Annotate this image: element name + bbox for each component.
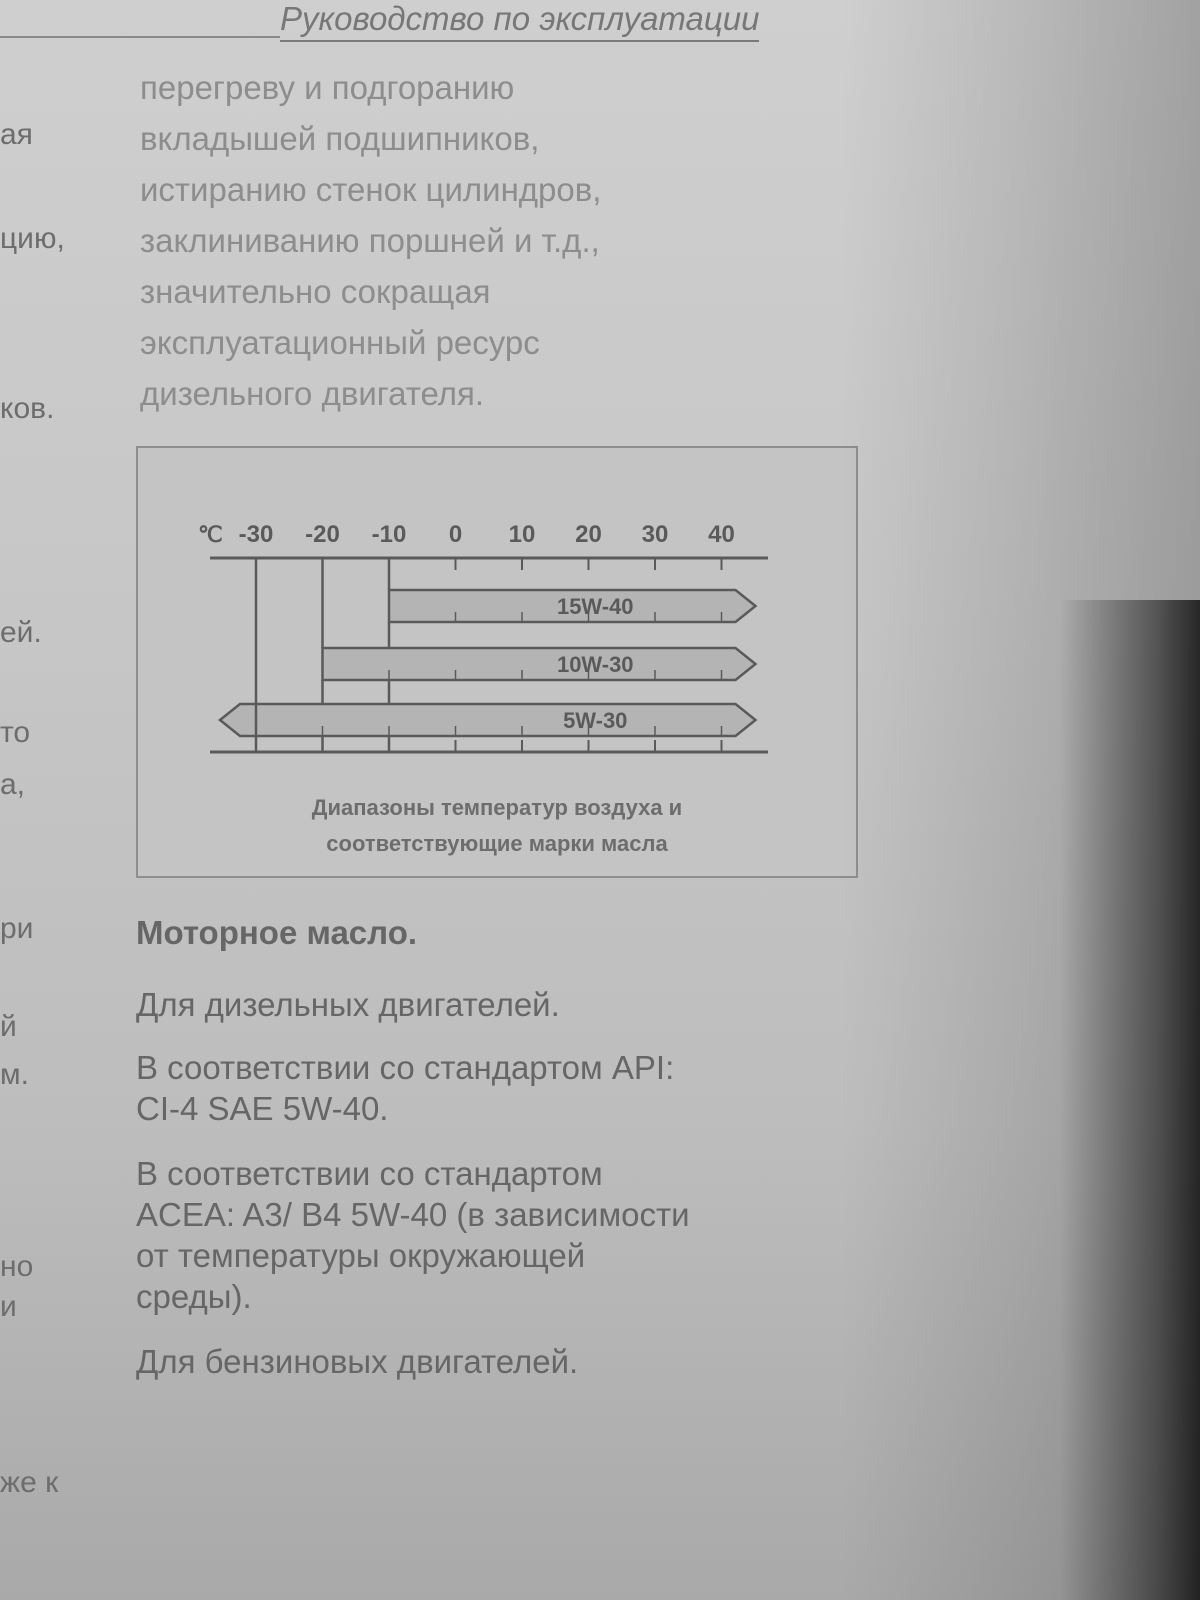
paragraph-line: перегреву и подгоранию bbox=[140, 69, 515, 106]
paragraph-line: значительно сокращая bbox=[140, 273, 491, 310]
oil-grade-bar bbox=[220, 704, 756, 736]
margin-fragment: ков. bbox=[0, 392, 55, 425]
oil-grade-label: 5W-30 bbox=[563, 708, 628, 733]
tick-label: 30 bbox=[641, 521, 669, 548]
margin-fragment: цию, bbox=[0, 222, 65, 255]
margin-fragment: а, bbox=[0, 768, 26, 801]
oil-grade-label: 15W-40 bbox=[556, 594, 634, 619]
margin-fragment: и bbox=[0, 1290, 17, 1323]
section-title: Моторное масло. bbox=[136, 914, 418, 951]
paragraph-line: Для бензиновых двигателей. bbox=[136, 1343, 579, 1380]
paragraph-line: Для дизельных двигателей. bbox=[136, 986, 560, 1023]
section-paragraph bbox=[136, 1153, 876, 1317]
margin-fragment: ая bbox=[0, 118, 33, 151]
paragraph-line: CI-4 SAE 5W-40. bbox=[136, 1090, 389, 1127]
previous-column-fragments bbox=[0, 0, 120, 1600]
paragraph-line: В соответствии со стандартом bbox=[136, 1155, 603, 1192]
tick-label: -30 bbox=[238, 521, 274, 548]
oil-grade-chart bbox=[138, 448, 856, 788]
oil-grade-bar bbox=[323, 648, 756, 680]
photo-shadow bbox=[840, 0, 1200, 1600]
section-paragraph bbox=[136, 984, 876, 1025]
intro-paragraph bbox=[140, 62, 860, 419]
paragraph-line: от температуры окружающей bbox=[136, 1237, 586, 1274]
margin-fragment: м. bbox=[0, 1058, 29, 1091]
oil-grade-label: 10W-30 bbox=[556, 652, 634, 677]
margin-fragment: ри bbox=[0, 912, 34, 945]
engine-oil-section bbox=[136, 914, 876, 1382]
paragraph-line: истиранию стенок цилиндров, bbox=[140, 171, 602, 208]
tick-label: 10 bbox=[508, 521, 536, 548]
tick-label: -10 bbox=[371, 521, 407, 548]
paragraph-line: В соответствии со стандартом API: bbox=[136, 1049, 675, 1086]
margin-fragment: ей. bbox=[0, 616, 42, 649]
tick-label: 20 bbox=[575, 521, 602, 548]
tick-label: -20 bbox=[305, 521, 340, 548]
paragraph-line: ACEA: A3/ B4 5W-40 (в зависимости bbox=[136, 1196, 690, 1233]
paragraph-line: заклиниванию поршней и т.д., bbox=[140, 222, 600, 259]
paragraph-line: эксплуатационный ресурс bbox=[140, 324, 540, 361]
caption-line: Диапазоны температур воздуха и bbox=[311, 795, 683, 820]
section-paragraph bbox=[136, 1341, 876, 1382]
figure-caption bbox=[138, 790, 856, 862]
oil-temperature-figure bbox=[136, 446, 858, 878]
section-paragraph bbox=[136, 1047, 876, 1129]
tick-label: 0 bbox=[448, 521, 463, 548]
caption-line: соответствующие марки масла bbox=[326, 831, 668, 856]
page-header: Руководство по эксплуатации bbox=[280, 0, 759, 42]
margin-fragment: но bbox=[0, 1250, 34, 1283]
paragraph-line: вкладышей подшипников, bbox=[140, 120, 540, 157]
tick-label: 40 bbox=[708, 521, 735, 548]
photo-shadow-corner bbox=[1060, 600, 1200, 1600]
paragraph-line: дизельного двигателя. bbox=[140, 375, 485, 412]
margin-fragment: же к bbox=[0, 1466, 59, 1499]
margin-fragment: й bbox=[0, 1010, 17, 1043]
margin-fragment: то bbox=[0, 716, 31, 749]
unit-label: ℃ bbox=[198, 522, 223, 547]
paragraph-line: среды). bbox=[136, 1278, 252, 1315]
